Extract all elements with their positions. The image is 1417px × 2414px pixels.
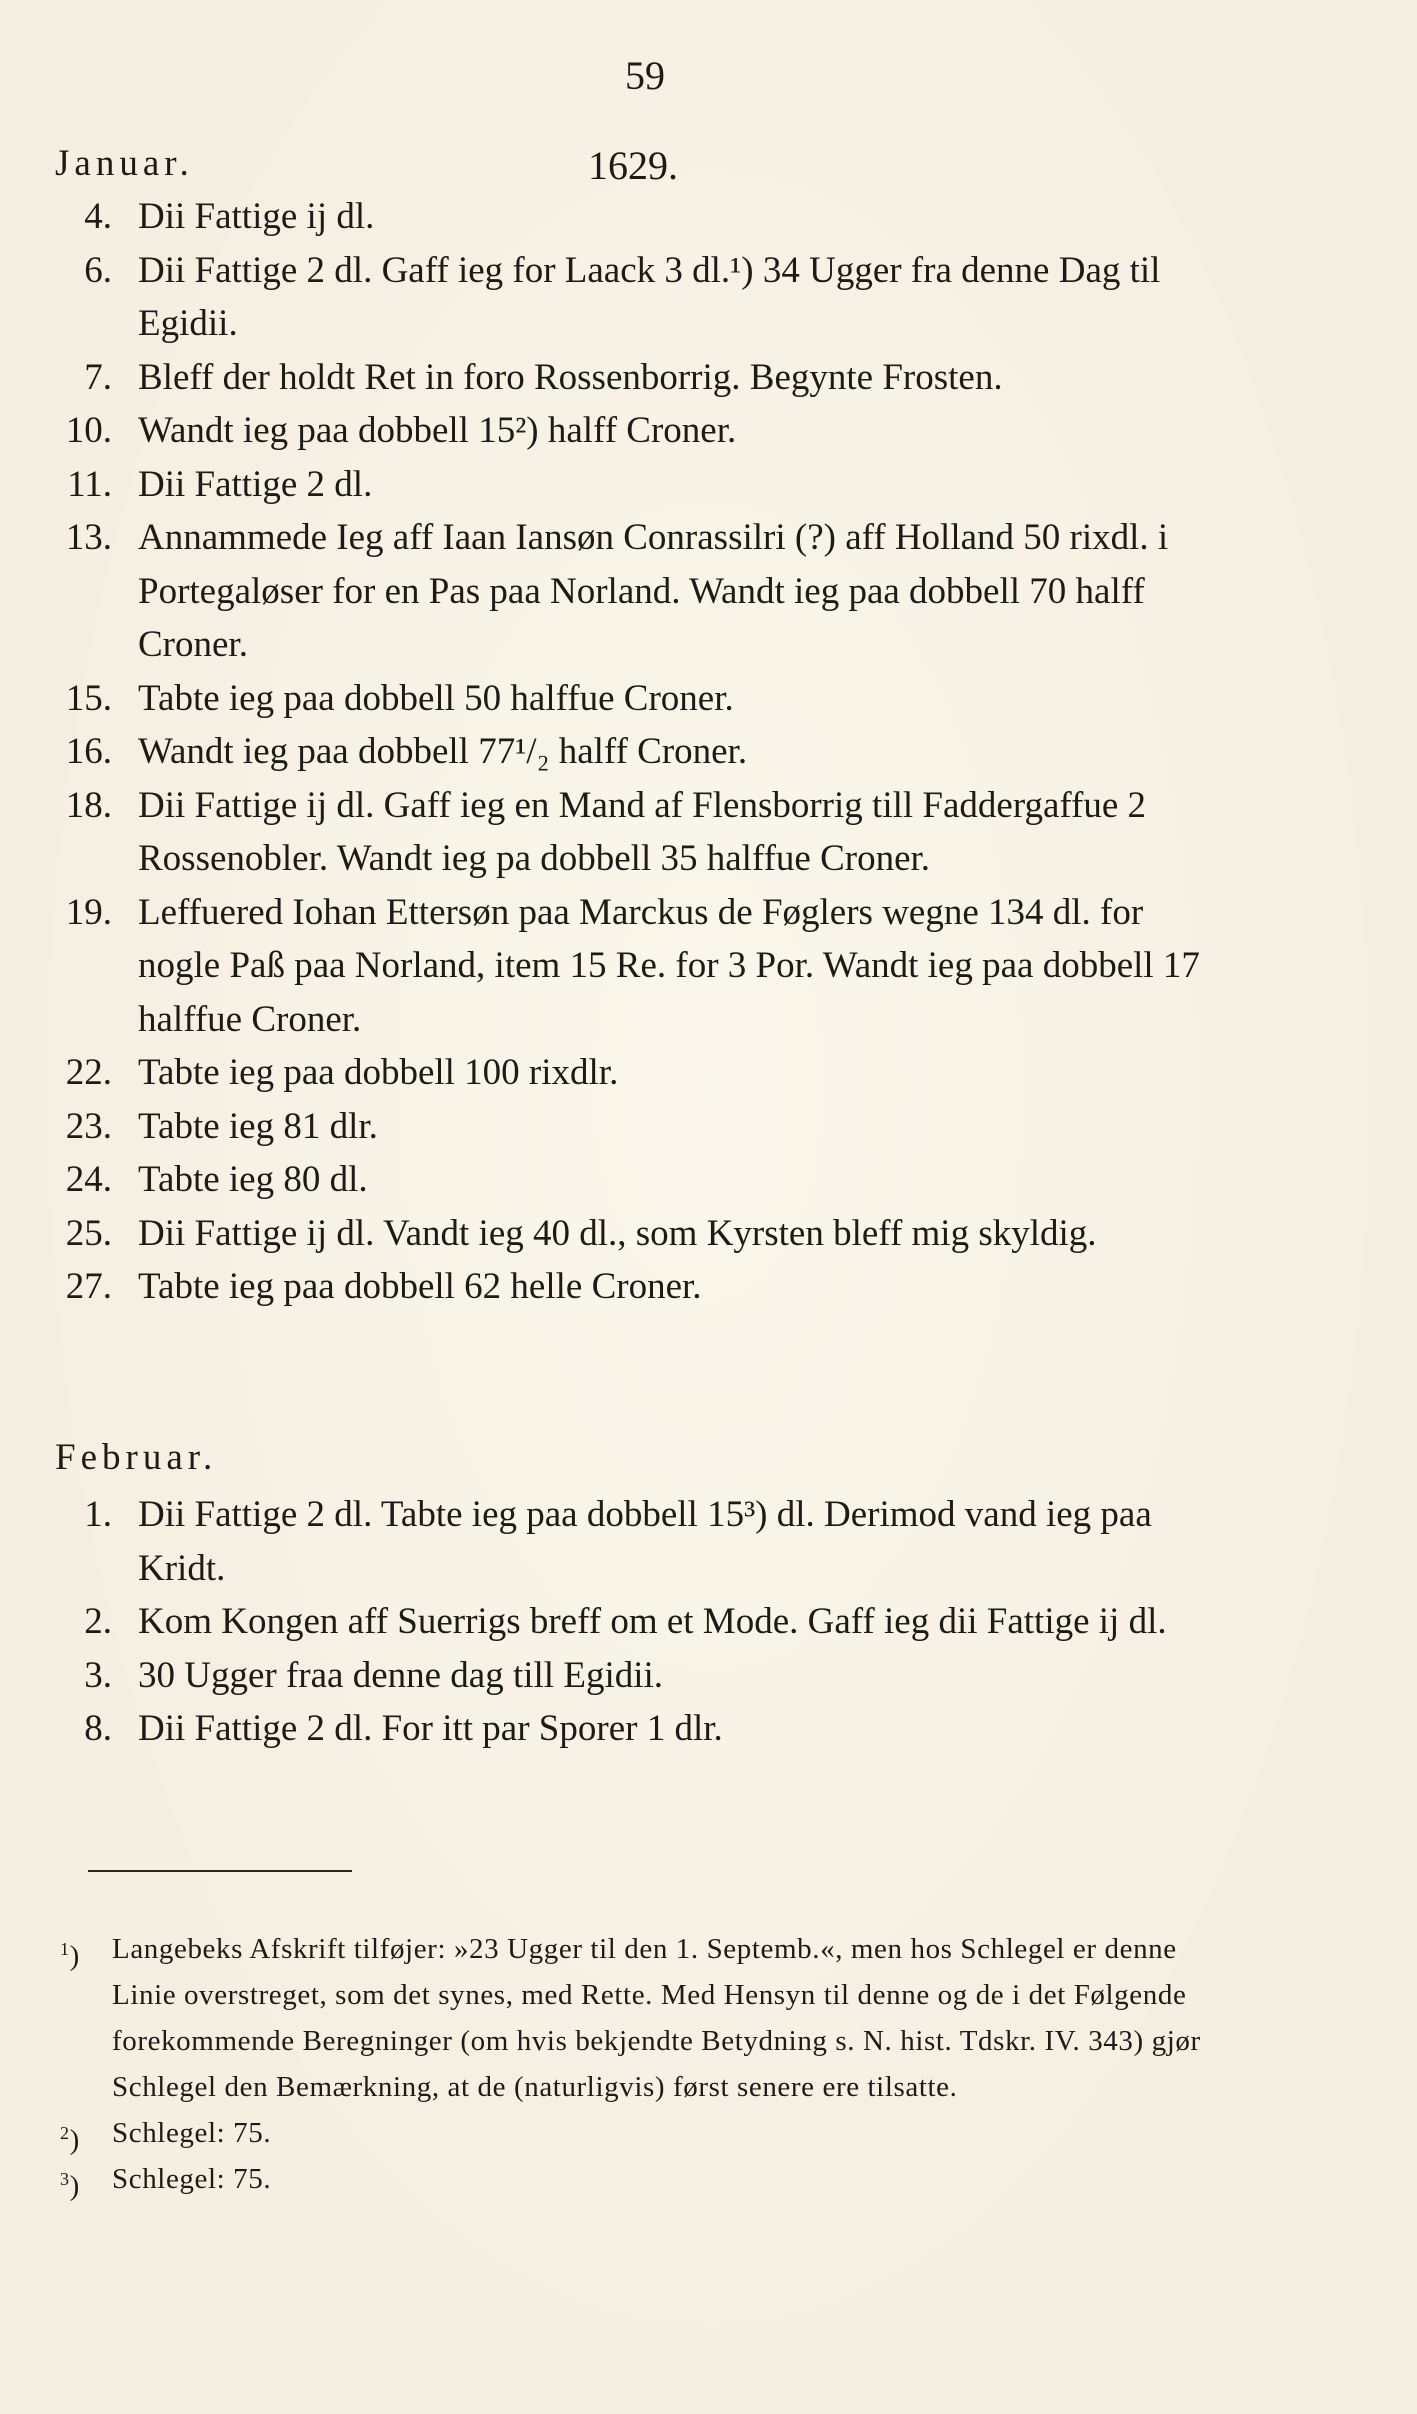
footnote-text: Schlegel: 75.	[112, 2163, 272, 2195]
entry-text: Kom Kongen aff Suerrigs breff om et Mode. Gaff ieg dii Fattige ij dl.	[138, 1601, 1167, 1642]
entry-day: 10 .	[52, 404, 112, 458]
diary-entry	[52, 511, 1232, 672]
entry-day: 15 .	[52, 672, 112, 726]
footnote-text: Langebeks Afskrift tilføjer: »23 Ugger til den 1. Septemb.«, men hos Schlegel er denne Linie overstreget, som det synes, med Rette. Med Hensyn til denne og de i det Følgende forekommende Beregninger (om hvis bekjendte Betydning s. N. hist. Tdskr. IV. 343) gjør Schlegel den Bemærkning, at de (naturligvis) først senere ere tilsatte.	[112, 1933, 1201, 2103]
entry-text: Dii Fattige 2 dl.	[138, 463, 373, 505]
footnote	[60, 2156, 1240, 2202]
entry-day: 4 .	[52, 190, 112, 244]
footnote-divider	[88, 1870, 352, 1872]
diary-entry	[52, 1595, 1232, 1649]
diary-entry	[52, 779, 1232, 886]
entry-text: Annammede Ieg aff Iaan Iansøn Conrassilri (?) aff Holland 50 rixdl. i Portegaløser for en Pas paa Norland. Wandt ieg paa dobbell 70 halff Croner.	[138, 517, 1169, 665]
entry-text: Leffuered Iohan Ettersøn paa Marckus de Føglers wegne 134 dl. for nogle Paß paa Norland, item 15 Re. for 3 Por. Wandt ieg paa dobbell 17 halffue Croner.	[138, 891, 1200, 1040]
januar-entries	[52, 190, 1232, 1314]
entry-day: 19 .	[52, 886, 112, 940]
diary-entry	[52, 1488, 1232, 1595]
diary-entry	[52, 244, 1232, 351]
diary-entry	[52, 1260, 1232, 1314]
month-heading-januar: Januar.	[55, 143, 194, 184]
footnote-mark: $^2$)	[60, 2123, 80, 2156]
entry-day: 1 .	[52, 1488, 112, 1542]
diary-entry	[52, 1702, 1232, 1756]
entry-day: 25 .	[52, 1207, 112, 1261]
year-heading: 1629.	[588, 143, 678, 188]
diary-entry	[52, 1046, 1232, 1100]
entry-text: Tabte ieg paa dobbell 100 rixdlr.	[138, 1052, 619, 1093]
entry-text: Dii Fattige ij dl. Vandt ieg 40 dl., som Kyrsten bleff mig skyldig.	[138, 1212, 1097, 1254]
footnote	[60, 1926, 1240, 2110]
diary-entry	[52, 672, 1232, 726]
month-heading-februar: Februar.	[55, 1437, 218, 1478]
entry-text: Dii Fattige 2 dl. For itt par Sporer 1 dlr.	[138, 1708, 723, 1749]
footnote	[60, 2110, 1240, 2156]
entry-text: Dii Fattige 2 dl. Tabte ieg paa dobbell 15³) dl. Derimod vand ieg paa Kridt.	[138, 1494, 1152, 1589]
diary-entry	[52, 1153, 1232, 1207]
footnote-mark: $^1$)	[60, 1939, 80, 1972]
footnote-mark: $^3$)	[60, 2169, 80, 2202]
footnotes	[60, 1926, 1240, 2202]
entry-text: Tabte ieg 80 dl.	[138, 1159, 368, 1200]
entry-text: Dii Fattige ij dl.	[138, 196, 375, 237]
diary-entry	[52, 458, 1232, 512]
entry-day: 6 .	[52, 244, 112, 298]
entry-text: 30 Ugger fraa denne dag till Egidii.	[138, 1654, 664, 1696]
footnote-text: Schlegel: 75.	[112, 2117, 272, 2149]
entry-day: 18 .	[52, 779, 112, 833]
entry-day: 27 .	[52, 1260, 112, 1314]
entry-day: 22 .	[52, 1046, 112, 1100]
entry-day: 24 .	[52, 1153, 112, 1207]
diary-entry	[52, 1100, 1232, 1154]
diary-entry	[52, 1207, 1232, 1261]
entry-day: 11 .	[52, 458, 112, 512]
entry-day: 8 .	[52, 1702, 112, 1756]
entry-text: Dii Fattige 2 dl. Gaff ieg for Laack 3 dl.¹) 34 Ugger fra denne Dag til Egidii.	[138, 249, 1161, 344]
diary-entry	[52, 725, 1232, 779]
diary-entry	[52, 404, 1232, 458]
entry-text: Tabte ieg paa dobbell 62 helle Croner.	[138, 1266, 702, 1307]
diary-entry	[52, 351, 1232, 405]
entry-text: Dii Fattige ij dl. Gaff ieg en Mand af Flensborrig till Faddergaffue 2 Rossenobler. Wandt ieg pa dobbell 35 halffue Croner.	[138, 784, 1147, 879]
entry-text: Wandt ieg paa dobbell 77¹/₂ halff Croner.	[138, 731, 748, 772]
entry-text: Tabte ieg paa dobbell 50 halffue Croner.	[138, 677, 734, 719]
entry-text: Tabte ieg 81 dlr.	[138, 1105, 378, 1147]
entry-day: 3 .	[52, 1649, 112, 1703]
entry-text: Wandt ieg paa dobbell 15²) halff Croner.	[138, 410, 737, 451]
entry-day: 7 .	[52, 351, 112, 405]
entry-day: 23 .	[52, 1100, 112, 1154]
page-number: 59	[625, 53, 665, 98]
diary-entry	[52, 886, 1232, 1047]
entry-text: Bleff der holdt Ret in foro Rossenborrig. Begynte Frosten.	[138, 356, 1003, 398]
entry-day: 13 .	[52, 511, 112, 565]
diary-entry	[52, 190, 1232, 244]
diary-entry	[52, 1649, 1232, 1703]
entry-day: 2 .	[52, 1595, 112, 1649]
entry-day: 16 .	[52, 725, 112, 779]
februar-entries	[52, 1488, 1232, 1756]
